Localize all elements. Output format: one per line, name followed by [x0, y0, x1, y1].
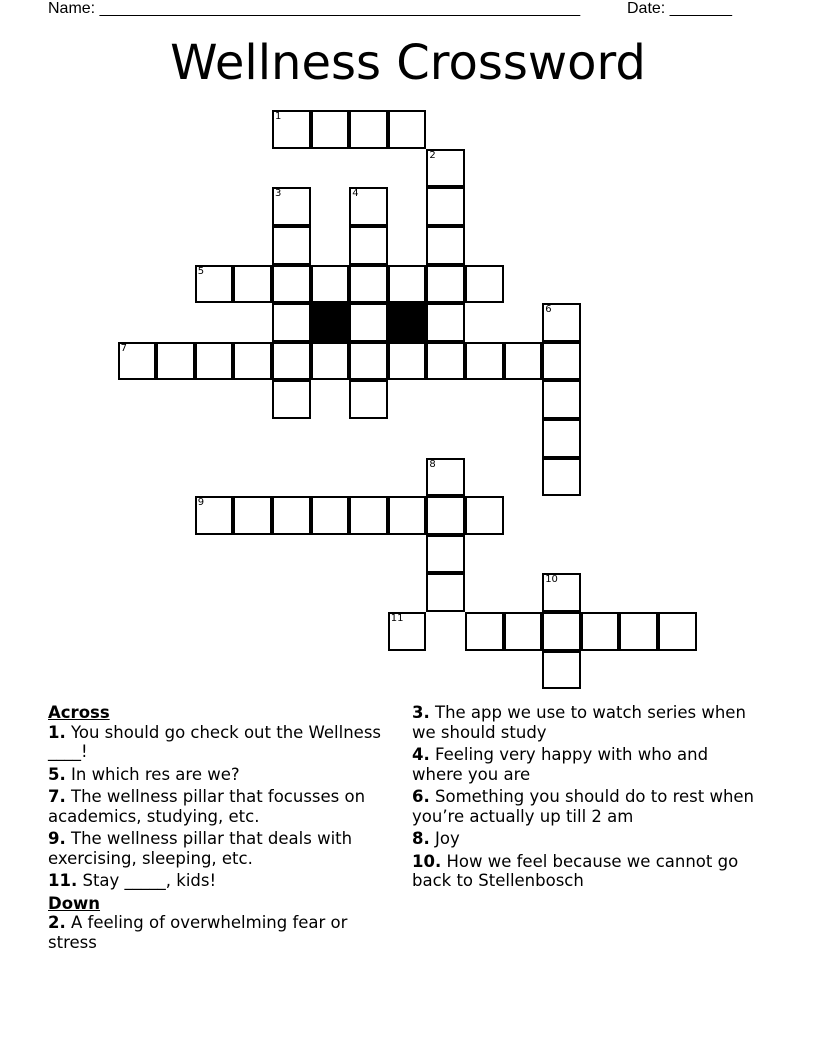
- crossword-cell[interactable]: [272, 265, 311, 304]
- clue-item: [48, 913, 393, 952]
- down-heading: Down: [48, 893, 101, 913]
- crossword-cell[interactable]: [349, 303, 388, 342]
- clue-number-label: 6.: [412, 787, 430, 806]
- clue-text: A feeling of overwhelming fear or stress: [48, 913, 348, 952]
- clue-number: 4: [352, 188, 359, 200]
- clues-right-column: [412, 703, 757, 894]
- crossword-cell[interactable]: [619, 612, 658, 651]
- crossword-cell[interactable]: [465, 612, 504, 651]
- clue-number: 5: [197, 265, 205, 277]
- crossword-cell[interactable]: [426, 496, 465, 535]
- crossword-cell[interactable]: [426, 342, 465, 381]
- clue-item: [412, 787, 757, 826]
- crossword-cell[interactable]: [233, 265, 272, 304]
- clue-text: The app we use to watch series when we should study: [412, 703, 746, 742]
- clue-number-label: 7.: [48, 787, 66, 806]
- clue-text: How we feel because we cannot go back to Stellenbosch: [412, 851, 739, 890]
- black-square: [388, 303, 427, 342]
- crossword-cell[interactable]: [388, 265, 427, 304]
- clue-number: 7: [120, 342, 127, 354]
- black-square: [311, 303, 350, 342]
- clue-text: In which res are we?: [65, 764, 240, 784]
- crossword-cell[interactable]: [465, 342, 504, 381]
- clue-item: [48, 765, 393, 785]
- clue-item: [48, 871, 393, 891]
- crossword-cell[interactable]: [233, 342, 272, 381]
- crossword-cell[interactable]: [465, 265, 504, 304]
- crossword-cell[interactable]: [349, 496, 388, 535]
- crossword-cell[interactable]: [349, 226, 388, 265]
- crossword-cell[interactable]: [195, 342, 234, 381]
- clue-item: [412, 829, 757, 849]
- clue-item: [48, 723, 393, 762]
- clue-text: Feeling very happy with who and where you are: [412, 745, 709, 784]
- clue-text: The wellness pillar that focusses on academics, studying, etc.: [48, 787, 366, 826]
- crossword-cell[interactable]: [349, 187, 388, 226]
- clue-number: 3: [275, 188, 282, 200]
- crossword-cell[interactable]: [542, 458, 581, 497]
- crossword-cell[interactable]: [426, 187, 465, 226]
- crossword-cell[interactable]: [426, 265, 465, 304]
- crossword-cell[interactable]: [272, 110, 311, 149]
- clue-number: 11: [390, 613, 404, 624]
- crossword-cell[interactable]: [426, 535, 465, 574]
- crossword-cell[interactable]: [272, 226, 311, 265]
- clue-number-label: 9.: [48, 829, 66, 848]
- crossword-cell[interactable]: [388, 342, 427, 381]
- crossword-cell[interactable]: [388, 496, 427, 535]
- crossword-cell[interactable]: [426, 149, 465, 188]
- clue-item: [412, 852, 757, 891]
- crossword-cell[interactable]: [272, 380, 311, 419]
- clue-item: [48, 787, 393, 826]
- crossword-cell[interactable]: [658, 612, 697, 651]
- crossword-cell[interactable]: [504, 342, 543, 381]
- clue-number: 6: [545, 304, 552, 316]
- clue-number-label: 11.: [48, 871, 78, 890]
- down-clue-list: [48, 913, 393, 952]
- crossword-cell[interactable]: [233, 496, 272, 535]
- crossword-cell[interactable]: [426, 226, 465, 265]
- crossword-cell[interactable]: [272, 303, 311, 342]
- crossword-cell[interactable]: [388, 612, 427, 651]
- clue-number: 2: [429, 149, 436, 161]
- crossword-cell[interactable]: [426, 303, 465, 342]
- clue-item: [48, 829, 393, 868]
- crossword-cell[interactable]: [311, 265, 350, 304]
- crossword-cell[interactable]: [542, 651, 581, 690]
- clue-text: Stay _____, kids!: [77, 871, 217, 890]
- crossword-cell[interactable]: [542, 380, 581, 419]
- clue-text: The wellness pillar that deals with exercising, sleeping, etc.: [48, 829, 353, 868]
- crossword-cell[interactable]: [156, 342, 195, 381]
- crossword-cell[interactable]: [542, 303, 581, 342]
- crossword-cell[interactable]: [388, 110, 427, 149]
- clue-number-label: 10.: [412, 851, 442, 871]
- crossword-cell[interactable]: [195, 265, 234, 304]
- crossword-cell[interactable]: [426, 573, 465, 612]
- crossword-cell[interactable]: [542, 573, 581, 612]
- clue-text: Joy: [429, 829, 460, 848]
- name-field: Name: ______________________________________________________: [48, 0, 581, 17]
- clue-text: You should go check out the Wellness ____!: [48, 722, 382, 761]
- crossword-cell[interactable]: [426, 458, 465, 497]
- clue-number: 9: [197, 497, 205, 509]
- crossword-cell[interactable]: [349, 110, 388, 149]
- page-title: Wellness Crossword: [170, 35, 646, 91]
- date-field: Date: _______: [627, 0, 732, 17]
- clue-item: [412, 703, 757, 742]
- crossword-cell[interactable]: [272, 187, 311, 226]
- clue-number-label: 3.: [412, 703, 430, 722]
- crossword-cell[interactable]: [349, 380, 388, 419]
- crossword-cell[interactable]: [272, 496, 311, 535]
- crossword-cell[interactable]: [311, 110, 350, 149]
- crossword-cell[interactable]: [349, 265, 388, 304]
- crossword-cell[interactable]: [542, 419, 581, 458]
- across-clue-list: [48, 723, 393, 891]
- across-heading: Across: [48, 703, 110, 722]
- clue-item: [412, 745, 757, 784]
- clues-left-column: [48, 703, 393, 955]
- clue-number-label: 4.: [412, 745, 430, 764]
- crossword-cell[interactable]: [504, 612, 543, 651]
- clue-number-label: 2.: [48, 913, 66, 932]
- clue-number: 10: [545, 574, 558, 586]
- crossword-cell[interactable]: [311, 496, 350, 535]
- clue-number-label: 5.: [48, 764, 66, 784]
- crossword-cell[interactable]: [542, 612, 581, 651]
- crossword-cell[interactable]: [311, 342, 350, 381]
- clue-number: 8: [429, 458, 436, 470]
- crossword-cell[interactable]: [118, 342, 157, 381]
- clue-number-label: 8.: [412, 829, 430, 848]
- clue-number-label: 1.: [48, 722, 66, 742]
- down-clue-list-continued: [412, 703, 757, 891]
- crossword-cell[interactable]: [465, 496, 504, 535]
- crossword-cell[interactable]: [195, 496, 234, 535]
- clue-text: Something you should do to rest when you’re actually up till 2 am: [412, 787, 755, 826]
- crossword-cell[interactable]: [581, 612, 620, 651]
- clue-number: 1: [275, 111, 282, 123]
- crossword-cell[interactable]: [542, 342, 581, 381]
- crossword-cell[interactable]: [272, 342, 311, 381]
- crossword-cell[interactable]: [349, 342, 388, 381]
